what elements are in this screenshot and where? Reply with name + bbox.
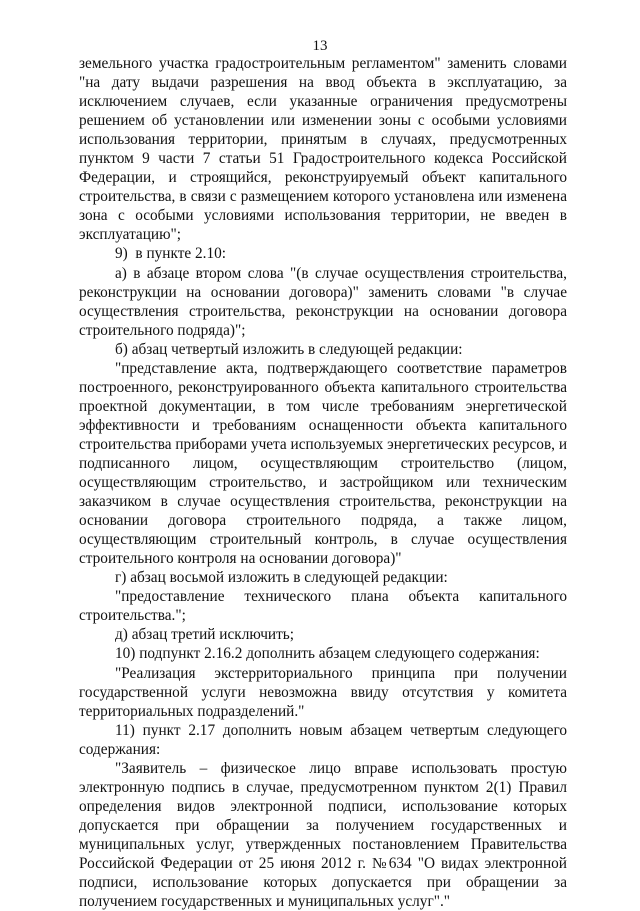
paragraph-item-9d: д) абзац третий исключить; [115,626,294,644]
paragraph-quote-act: "представление акта, подтверждающего соответствие параметров построенного, реконструированного объекта капитального строительства проектной документации, в том числе требованиям энергетической эффективности и требованиям оснащенности объекта капитального строительства приборами учета используемых энергетических ресурсов, и подписанного лицом, осуществляющим строительство (лицом, осуществляющим строительство, и застройщиком или техническим заказчиком в случае осуществления строительства, реконструкции на основании договора строительного подряда, а также лицом, осуществляющим строительный контроль, в случае осуществления строительного контроля на основании договора)" [79,359,568,568]
paragraph-quote-technical-plan: "предоставление технического плана объекта капитального строительства."; [79,588,567,625]
paragraph-item-9a: а) в абзаце втором слова "(в случае осуществления строительства, реконструкции на основании договора)" заменить словами "в случае осуществления строительства, реконструкции на основании договора строительного подряда)"; [79,264,567,339]
paragraph-item-9b: б) абзац четвертый изложить в следующей редакции: [115,340,463,358]
paragraph-item-9g: г) абзац восьмой изложить в следующей редакции: [115,569,448,587]
document-body [79,54,567,911]
paragraph-item-10: 10) подпункт 2.16.2 дополнить абзацем следующего содержания: [115,645,540,663]
page-number: 13 [312,38,328,54]
paragraph-quote-applicant: "Заявитель – физическое лицо вправе использовать простую электронную подпись в случае, предусмотренном пунктом 2(1) Правил определения видов электронной подписи, использование которых допускается при обращении за получением государственных и муниципальных услуг, утвержденных постановлением Правительства Российской Федерации от 25 июня 2012 г. №634 "О видах электронной подписи, использование которых допускается при обращении за получением государственных и муниципальных услуг"." [79,759,567,911]
paragraph-continuation: земельного участка градостроительным регламентом" заменить словами "на дату выдачи разрешения на ввод объекта в эксплуатацию, за исключением случаев, если указанные ограничения предусмотрены решением об установлении или изменении зоны с особыми условиями использования территории, принятым в случаях, предусмотренных пунктом 9 части 7 статьи 51 Градостроительного кодекса Российской Федерации, и строящийся, реконструируемый объект капитального строительства, в связи с размещением которого установлена или изменена зона с особыми условиями использования территории, не введен в эксплуатацию"; [79,55,567,244]
paragraph-item-11: 11) пункт 2.17 дополнить новым абзацем четвертым следующего содержания: [79,721,567,758]
paragraph-quote-extraterritorial: "Реализация экстерриториального принципа при получении государственной услуги невозможна ввиду отсутствия у комитета территориальных подразделений." [79,664,567,720]
paragraph-item-9: 9) в пункте 2.10: [115,245,227,263]
